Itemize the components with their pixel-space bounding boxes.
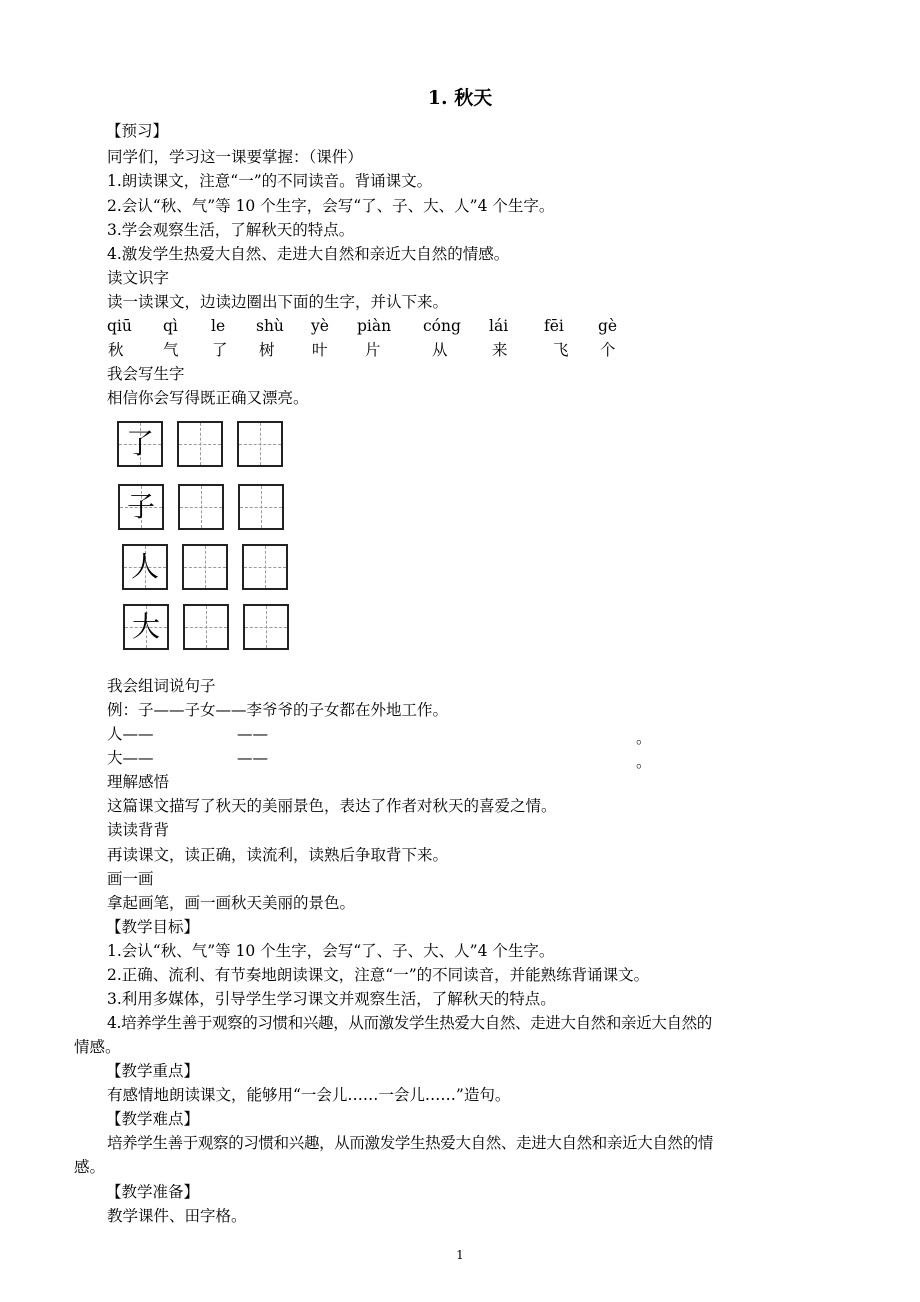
- tianzige-cell[interactable]: [243, 604, 289, 650]
- pinyin-item: qiū: [107, 317, 132, 335]
- char-item: 树: [259, 341, 275, 359]
- key-heading: 【教学重点】: [106, 1062, 200, 1080]
- tianzige-cell: [117, 421, 163, 467]
- prep-text: 教学课件、田字格。: [107, 1207, 247, 1225]
- preview-item: 2.会认“秋、气”等 10 个生字，会写“了、子、大、人”4 个生字。: [107, 197, 555, 215]
- tianzige-row: [118, 484, 288, 534]
- pinyin-item: shù: [256, 317, 284, 335]
- tianzige-cell: [123, 604, 169, 650]
- preview-heading: 【预习】: [106, 122, 169, 140]
- difficulty-heading: 【教学难点】: [106, 1110, 200, 1128]
- char-item: 从: [432, 341, 448, 359]
- pinyin-item: le: [211, 317, 226, 335]
- pinyin-item: lái: [489, 317, 509, 335]
- tianzige-cell[interactable]: [238, 484, 284, 530]
- page-number: 1: [456, 1248, 464, 1262]
- char-item: 来: [492, 341, 508, 359]
- goals-item: 2.正确、流利、有节奏地朗读课文，注意“一”的不同读音，并能熟练背诵课文。: [107, 966, 650, 984]
- words-row-end: 。: [636, 753, 652, 771]
- pinyin-item: cóng: [423, 317, 461, 335]
- preview-item: 3.学会观察生活，了解秋天的特点。: [107, 221, 355, 239]
- recite-text: 再读课文，读正确，读流利，读熟后争取背下来。: [107, 846, 449, 864]
- words-heading: 我会组词说句子: [107, 677, 216, 695]
- tianzige-cell[interactable]: [183, 604, 229, 650]
- pinyin-item: gè: [598, 317, 618, 335]
- pinyin-item: piàn: [357, 317, 392, 335]
- char-item: 秋: [108, 341, 124, 359]
- tianzige-cell[interactable]: [182, 544, 228, 590]
- tianzige-row: [117, 421, 287, 471]
- model-char: 人: [130, 550, 159, 583]
- tianzige-row: [123, 604, 293, 654]
- draw-heading: 画一画: [107, 870, 154, 888]
- pinyin-item: yè: [311, 317, 329, 335]
- goals-item: 4.培养学生善于观察的习惯和兴趣，从而激发学生热爱大自然、走进大自然和亲近大自然的: [107, 1014, 712, 1032]
- draw-text: 拿起画笔，画一画秋天美丽的景色。: [107, 894, 356, 912]
- goals-item: 3.利用多媒体，引导学生学习课文并观察生活，了解秋天的特点。: [107, 990, 556, 1008]
- char-item: 叶: [312, 341, 328, 359]
- tianzige-cell: [122, 544, 168, 590]
- tianzige-cell[interactable]: [237, 421, 283, 467]
- tianzige-row: [122, 544, 292, 594]
- char-item: 飞: [553, 341, 569, 359]
- pinyin-item: fēi: [544, 317, 564, 335]
- pinyin-row: [0, 314, 920, 338]
- goals-heading: 【教学目标】: [106, 918, 200, 936]
- char-item: 了: [212, 341, 228, 359]
- key-text: 有感情地朗读课文，能够用“一会儿……一会儿……”造句。: [107, 1086, 511, 1104]
- reading-instruction: 读一读课文，边读边圈出下面的生字，并认下来。: [107, 293, 449, 311]
- words-row-prefix: 大——: [107, 749, 154, 767]
- page-title: 1. 秋天: [427, 87, 493, 109]
- words-example: 例：子——子女——李爷爷的子女都在外地工作。: [107, 701, 449, 719]
- tianzige-cell[interactable]: [242, 544, 288, 590]
- preview-item: 1.朗读课文，注意“一”的不同读音。背诵课文。: [107, 172, 433, 190]
- preview-intro: 同学们，学习这一课要掌握：（课件）: [107, 148, 363, 166]
- model-char: 了: [125, 427, 154, 460]
- char-item: 片: [365, 341, 381, 359]
- tianzige-cell[interactable]: [178, 484, 224, 530]
- writing-heading: 我会写生字: [107, 365, 185, 383]
- recite-heading: 读读背背: [107, 821, 170, 839]
- difficulty-text-continued: 感。: [74, 1158, 106, 1176]
- goals-item-continued: 情感。: [74, 1038, 121, 1056]
- difficulty-text: 培养学生善于观察的习惯和兴趣，从而激发学生热爱大自然、走进大自然和亲近大自然的情: [107, 1134, 714, 1152]
- model-char: 大: [131, 610, 160, 643]
- chars-row: [0, 338, 920, 362]
- char-item: 个: [600, 341, 616, 359]
- words-row-mid: ——: [237, 749, 268, 767]
- writing-instruction: 相信你会写得既正确又漂亮。: [107, 389, 309, 407]
- tianzige-cell[interactable]: [177, 421, 223, 467]
- preview-item: 4.激发学生热爱大自然、走进大自然和亲近大自然的情感。: [107, 245, 510, 263]
- reading-heading: 读文识字: [107, 269, 170, 287]
- goals-item: 1.会认“秋、气”等 10 个生字，会写“了、子、大、人”4 个生字。: [107, 942, 555, 960]
- understanding-text: 这篇课文描写了秋天的美丽景色，表达了作者对秋天的喜爱之情。: [107, 797, 557, 815]
- pinyin-item: qì: [163, 317, 178, 335]
- words-row-end: 。: [636, 729, 652, 747]
- understanding-heading: 理解感悟: [107, 773, 170, 791]
- words-row-mid: ——: [237, 725, 268, 743]
- prep-heading: 【教学准备】: [106, 1183, 200, 1201]
- tianzige-cell: [118, 484, 164, 530]
- char-item: 气: [163, 341, 179, 359]
- model-char: 子: [126, 490, 155, 523]
- words-row-prefix: 人——: [107, 725, 154, 743]
